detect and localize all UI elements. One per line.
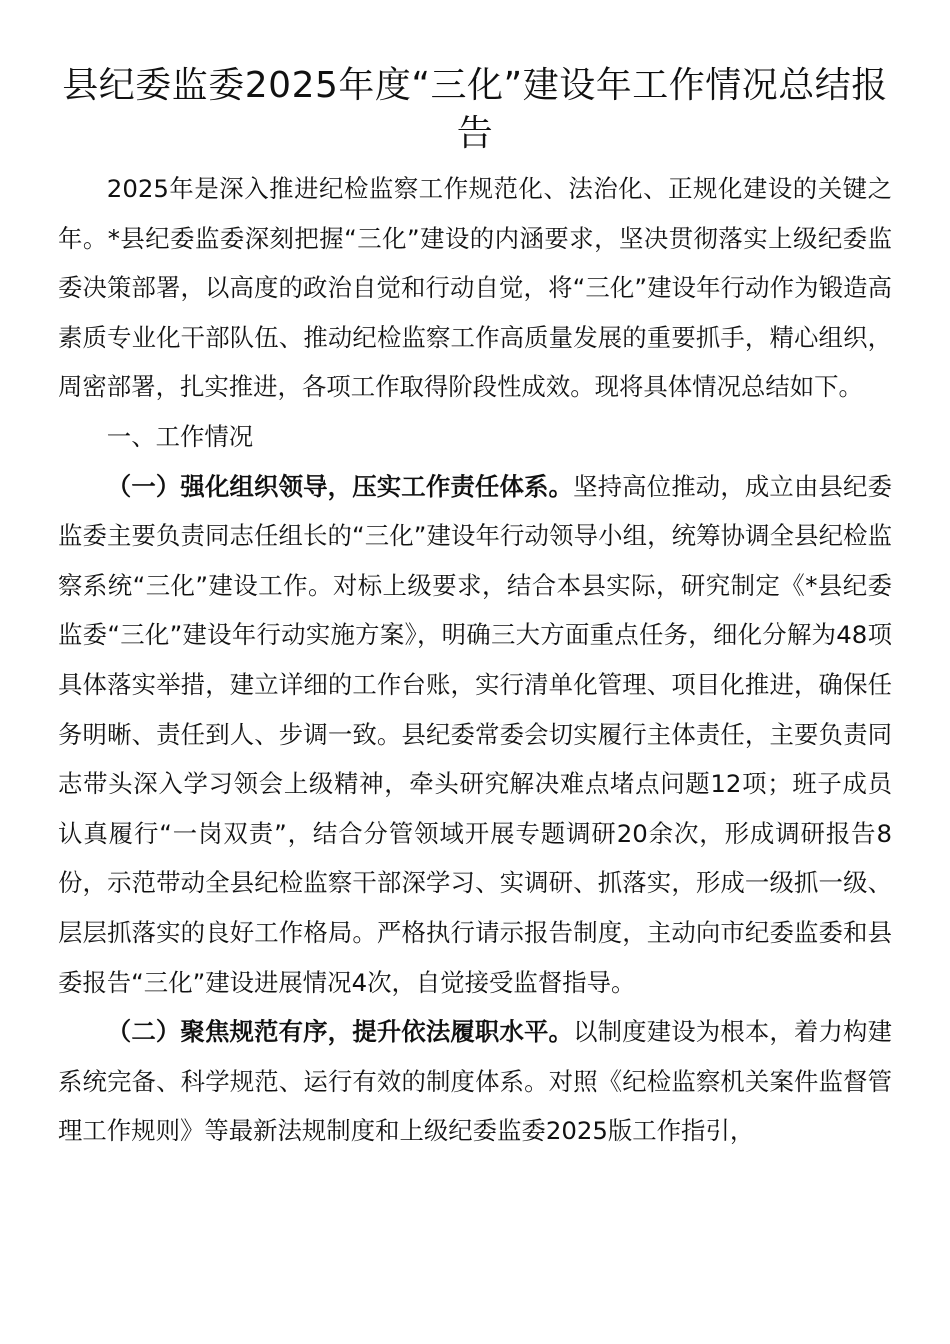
item-1-paragraph: [58, 462, 892, 1008]
document-page: [58, 62, 892, 1156]
document-title: 县纪委监委2025年度“三化”建设年工作情况总结报告: [62, 65, 888, 154]
item-2-body: 以制度建设为根本，着力构建系统完备、科学规范、运行有效的制度体系。对照《纪检监察机关案件监督管理工作规则》等最新法规制度和上级纪委监委2025版工作指引，: [58, 1017, 892, 1146]
section-heading-work-status: 一、工作情况: [106, 421, 254, 451]
item-2-heading: （二）聚焦规范有序，提升依法履职水平。: [106, 1017, 574, 1047]
item-1-heading: （一）强化组织领导，压实工作责任体系。: [106, 471, 574, 501]
item-1-body: 坚持高位推动，成立由县纪委监委主要负责同志任组长的“三化”建设年行动领导小组，统筹协调全县纪检监察系统“三化”建设工作。对标上级要求，结合本县实际，研究制定《*县纪委监委“三化”建设年行动实施方案》，明确三大方面重点任务，细化分解为48项具体落实举措，建立详细的工作台账，实行清单化管理、项目化推进，确保任务明晰、责任到人、步调一致。县纪委常委会切实履行主体责任，主要负责同志带头深入学习领会上级精神，牵头研究解决难点堵点问题12项；班子成员认真履行“一岗双责”，结合分管领域开展专题调研20余次，形成调研报告8份，示范带动全县纪检监察干部深学习、实调研、抓落实，形成一级抓一级、层层抓落实的良好工作格局。严格执行请示报告制度，主动向市纪委监委和县委报告“三化”建设进展情况4次，自觉接受监督指导。: [58, 471, 892, 997]
intro-paragraph: 2025年是深入推进纪检监察工作规范化、法治化、正规化建设的关键之年。*县纪委监委深刻把握“三化”建设的内涵要求，坚决贯彻落实上级纪委监委决策部署，以高度的政治自觉和行动自觉，将“三化”建设年行动作为锻造高素质专业化干部队伍、推动纪检监察工作高质量发展的重要抓手，精心组织，周密部署，扎实推进，各项工作取得阶段性成效。现将具体情况总结如下。: [58, 174, 892, 402]
item-2-paragraph: [58, 1007, 892, 1156]
